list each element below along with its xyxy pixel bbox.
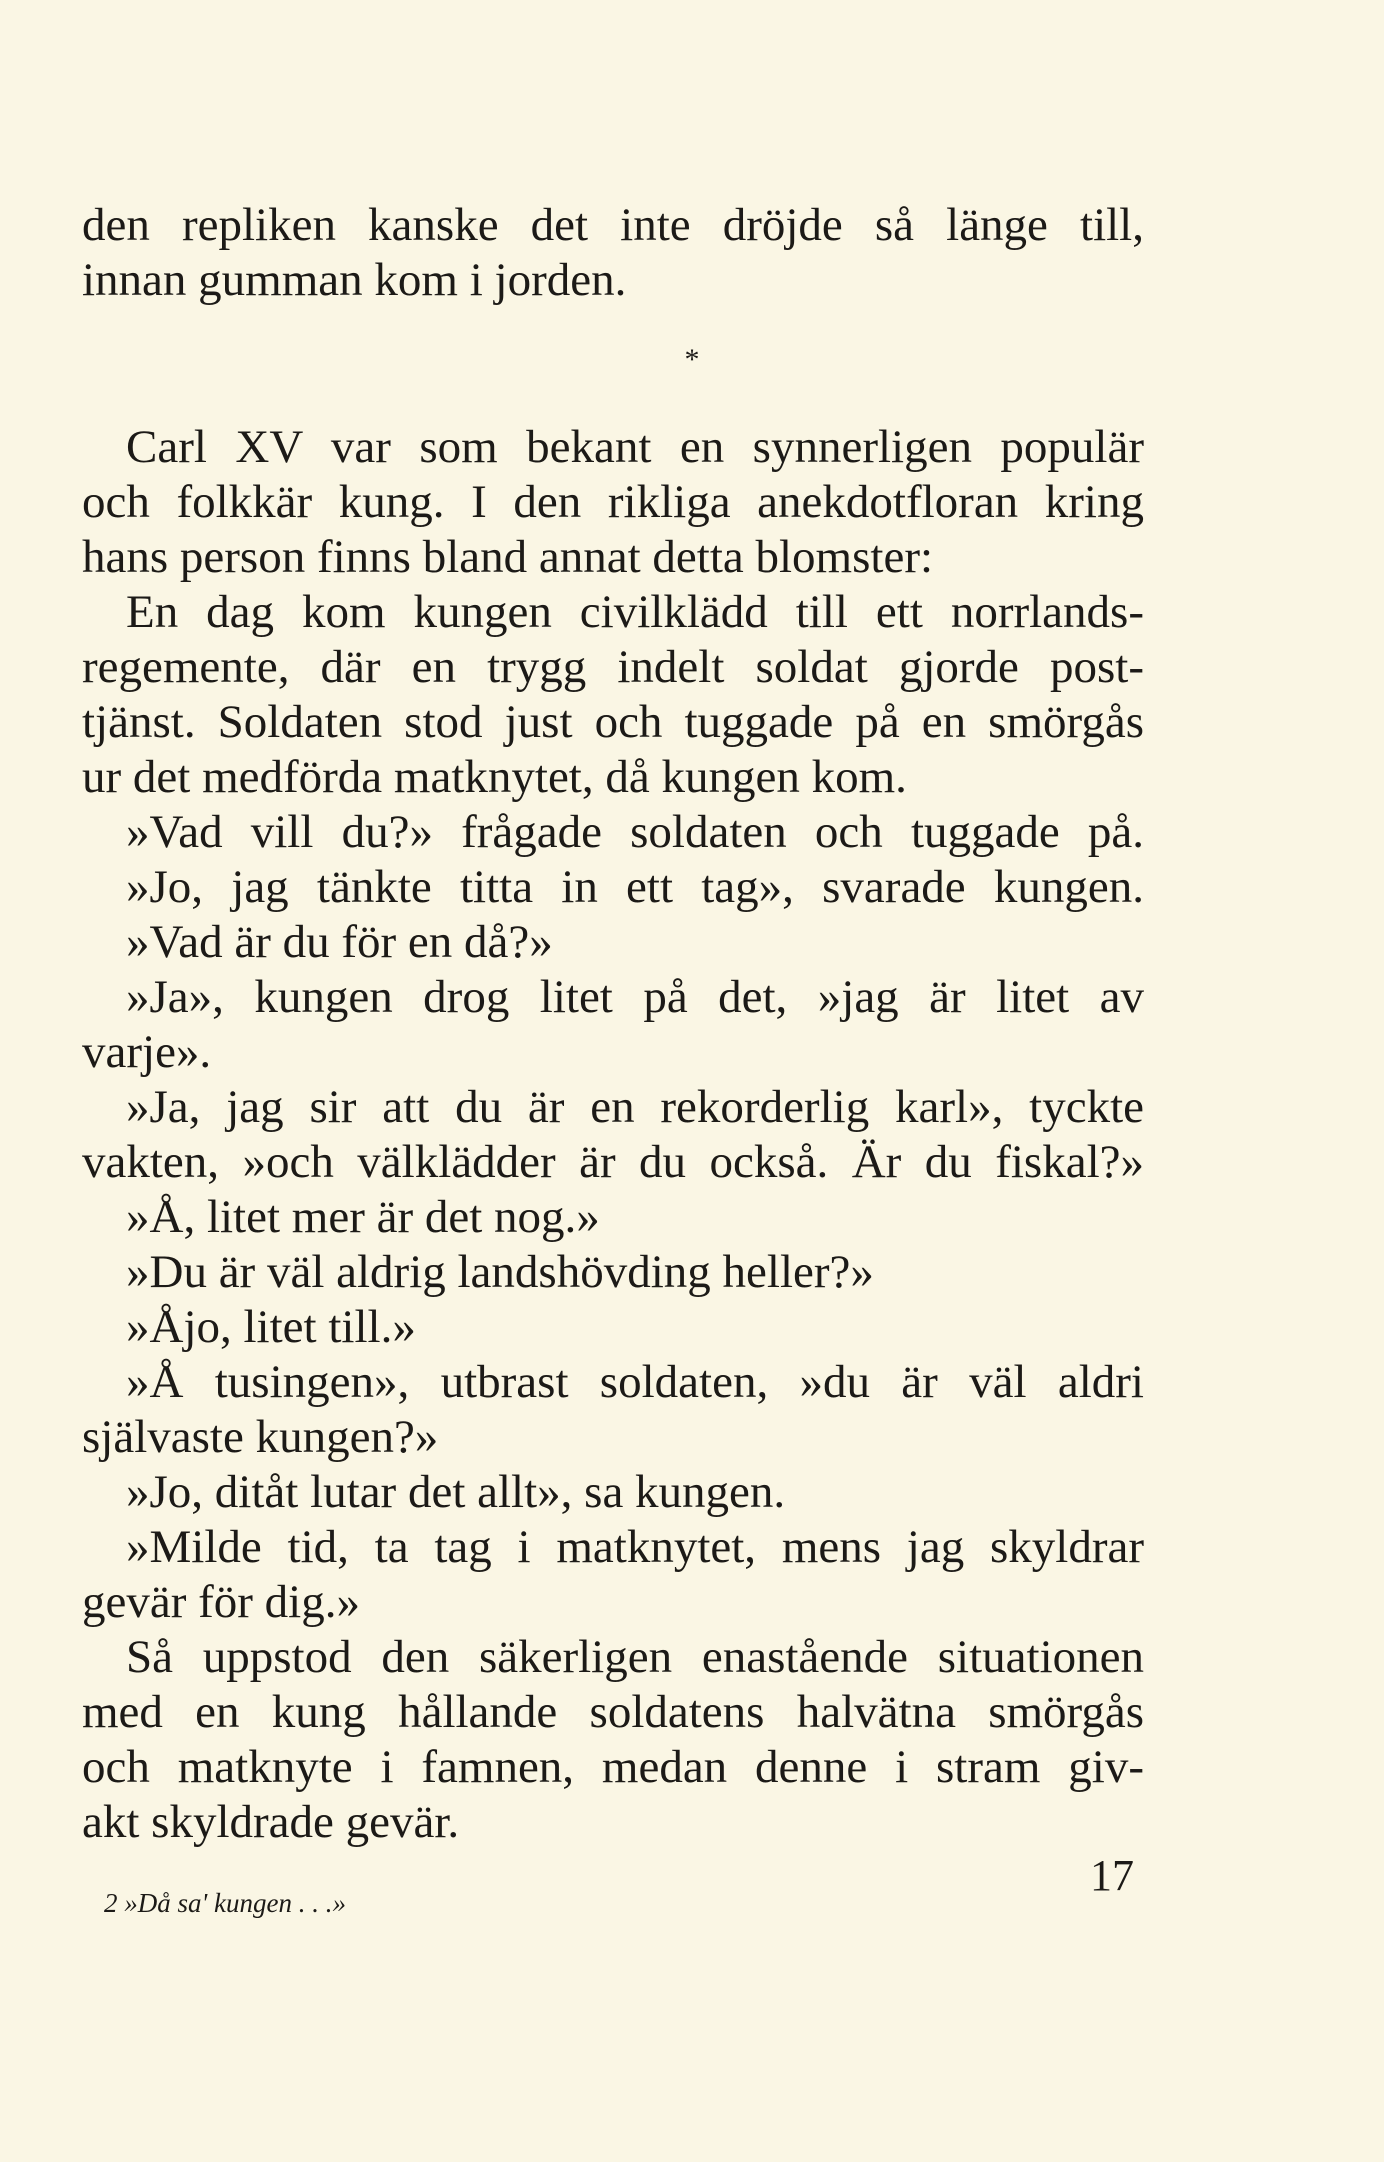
text-line: och matknyte i famnen, medan denne i stram giv- (82, 1741, 1144, 1793)
text-line: gevär för dig.» (82, 1576, 360, 1628)
paragraph-1 (82, 198, 1144, 308)
text-line: »Milde tid, ta tag i matknytet, mens jag skyldrar (126, 1521, 1144, 1573)
text-line: innan gumman kom i jorden. (82, 254, 627, 306)
text-line: »Jo, jag tänkte titta in ett tag», svarade kungen. (126, 861, 1144, 913)
text-line: »Ja, jag sir att du är en rekorderlig karl», tyckte (126, 1081, 1144, 1133)
text-line: och folkkär kung. I den rikliga anekdotfloran kring (82, 476, 1144, 528)
text-line: varje». (82, 1026, 212, 1078)
text-line: vakten, »och välklädder är du också. Är du fiskal?» (82, 1136, 1144, 1188)
text-line: Carl XV var som bekant en synnerligen populär (126, 421, 1144, 473)
text-line: ur det medförda matknytet, då kungen kom. (82, 751, 907, 803)
text-line: självaste kungen?» (82, 1411, 439, 1463)
paragraph-2 (82, 420, 1144, 1850)
text-line: regemente, där en trygg indelt soldat gjorde post- (82, 641, 1144, 693)
text-line: hans person finns bland annat detta blomster: (82, 531, 934, 583)
text-line: »Jo, ditåt lutar det allt», sa kungen. (126, 1466, 786, 1518)
text-line: »Å tusingen», utbrast soldaten, »du är väl aldri (126, 1356, 1144, 1408)
section-separator: * (684, 343, 700, 376)
text-line: »Å, litet mer är det nog.» (126, 1191, 600, 1243)
text-line: med en kung hållande soldatens halvätna smörgås (82, 1686, 1144, 1738)
text-line: tjänst. Soldaten stod just och tuggade på en smörgås (82, 696, 1144, 748)
page-number: 17 (1090, 1851, 1134, 1900)
text-line: »Du är väl aldrig landshövding heller?» (126, 1246, 874, 1298)
text-line: den repliken kanske det inte dröjde så länge till, (82, 199, 1144, 251)
text-line: En dag kom kungen civilklädd till ett norrlands- (126, 586, 1144, 638)
signature-mark: 2 »Då sa' kungen . . .» (104, 1888, 346, 1918)
text-line: »Vad vill du?» frågade soldaten och tuggade på. (126, 806, 1144, 858)
text-line: »Åjo, litet till.» (126, 1301, 416, 1353)
text-line: Så uppstod den säkerligen enastående situationen (126, 1631, 1144, 1683)
text-line: akt skyldrade gevär. (82, 1796, 460, 1848)
text-line: »Ja», kungen drog litet på det, »jag är litet av (126, 971, 1144, 1023)
text-line: »Vad är du för en då?» (126, 916, 553, 968)
